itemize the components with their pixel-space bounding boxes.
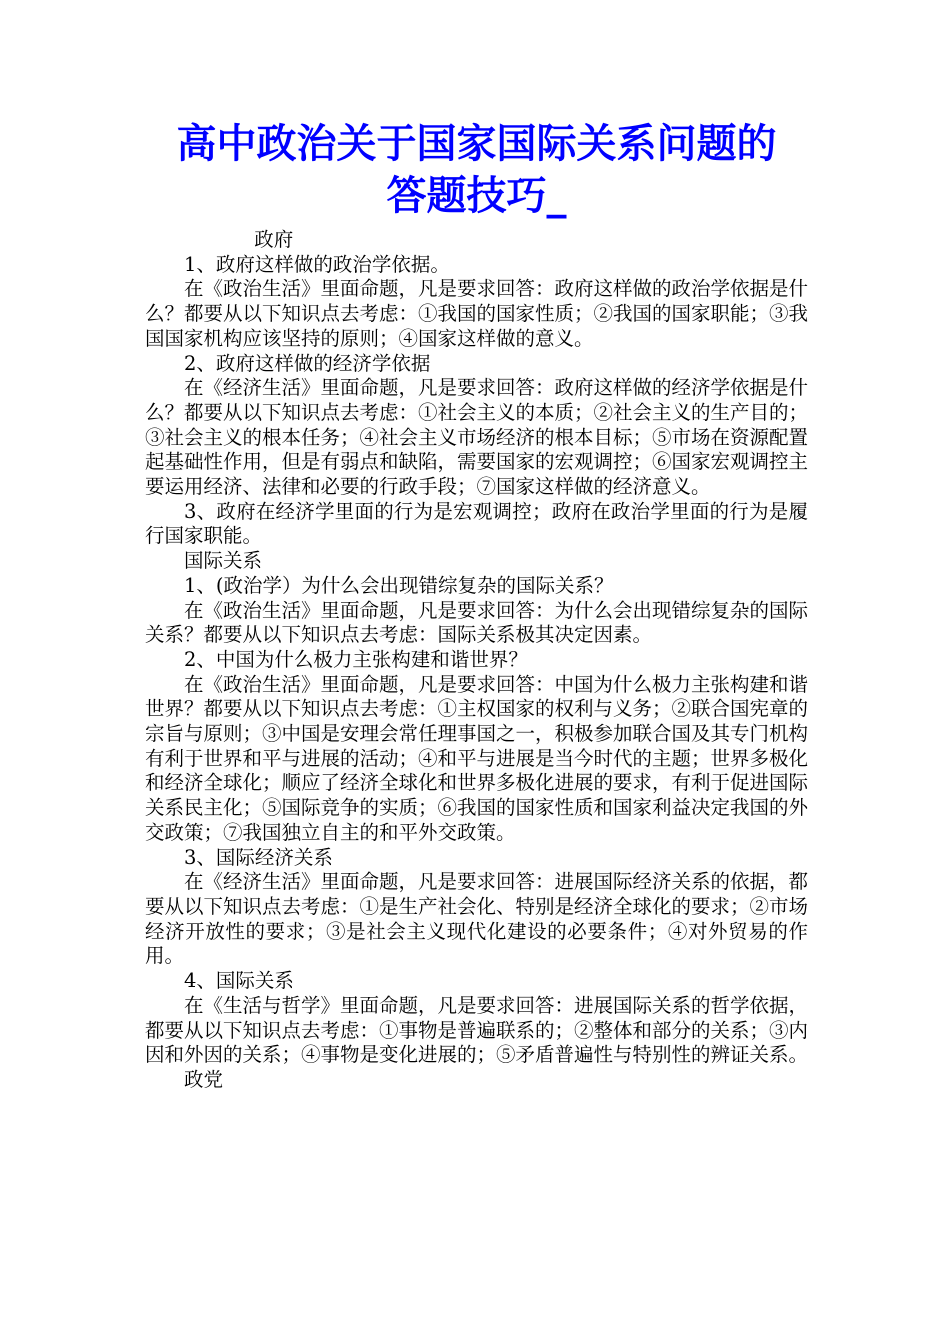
paragraph: 3、国际经济关系 <box>184 845 333 869</box>
paragraph: 3、政府在经济学里面的行为是宏观调控；政府在政治学里面的行为是履行国家职能。 <box>145 499 808 548</box>
paragraph: 4、国际关系 <box>184 969 294 993</box>
paragraph: 1、(政治学）为什么会出现错综复杂的国际关系？ <box>184 573 614 597</box>
title-line-1: 高中政治关于国家国际关系问题的 <box>176 121 777 167</box>
paragraph: 在《政治生活》里面命题，凡是要求回答：中国为什么极力主张构建和谐世界？都要从以下知识点去考虑：①主权国家的权利与义务；②联合国宪章的宗旨与原则；③中国是安理会常任理事国之一，积极参加联合国及其专门机构有利于世界和平与进展的活动；④和平与进展是当今时代的主题；世界多极化和经济全球化；顺应了经济全球化和世界多极化进展的要求，有利于促进国际关系民主化；⑤国际竞争的实质；⑥我国的国家性质和国家利益决定我国的外交政策；⑦我国独立自主的和平外交政策。 <box>145 672 809 844</box>
paragraph: 2、政府这样做的经济学依据 <box>184 351 431 375</box>
paragraph: 在《生活与哲学》里面命题，凡是要求回答：进展国际关系的哲学依据，都要从以下知识点去考虑：①事物是普遍联系的；②整体和部分的关系；③内因和外因的关系；④事物是变化进展的；⑤矛盾普遍性与特别性的辨证关系。 <box>145 993 809 1067</box>
title-line-2: 答题技巧_ <box>386 173 567 219</box>
paragraph: 政党 <box>184 1067 224 1091</box>
paragraph: 在《经济生活》里面命题，凡是要求回答：进展国际经济关系的依据，都要从以下知识点去考虑：①是生产社会化、特别是经济全球化的要求；②市场经济开放性的要求；③是社会主义现代化建设的必要条件；④对外贸易的作用。 <box>145 870 809 968</box>
document-body <box>145 228 808 1093</box>
paragraph: 在《政治生活》里面命题，凡是要求回答：为什么会出现错综复杂的国际关系？都要从以下知识点去考虑：国际关系极其决定因素。 <box>145 598 809 647</box>
document-title <box>145 118 808 222</box>
paragraph: 国际关系 <box>184 549 263 573</box>
paragraph: 在《经济生活》里面命题，凡是要求回答：政府这样做的经济学依据是什么？都要从以下知识点去考虑：①社会主义的本质；②社会主义的生产目的；③社会主义的根本任务；④社会主义市场经济的根本目标；⑤市场在资源配置起基础性作用，但是有弱点和缺陷，需要国家的宏观调控；⑥国家宏观调控主要运用经济、法律和必要的行政手段；⑦国家这样做的经济意义。 <box>145 376 809 499</box>
paragraph: 政府 <box>254 228 294 251</box>
paragraph: 2、中国为什么极力主张构建和谐世界？ <box>184 647 528 671</box>
paragraph: 1、政府这样做的政治学依据。 <box>184 252 450 276</box>
paragraph: 在《政治生活》里面命题，凡是要求回答：政府这样做的政治学依据是什么？都要从以下知识点去考虑：①我国的国家性质；②我国的国家职能；③我国国家机构应该坚持的原则；④国家这样做的意义。 <box>145 277 809 350</box>
